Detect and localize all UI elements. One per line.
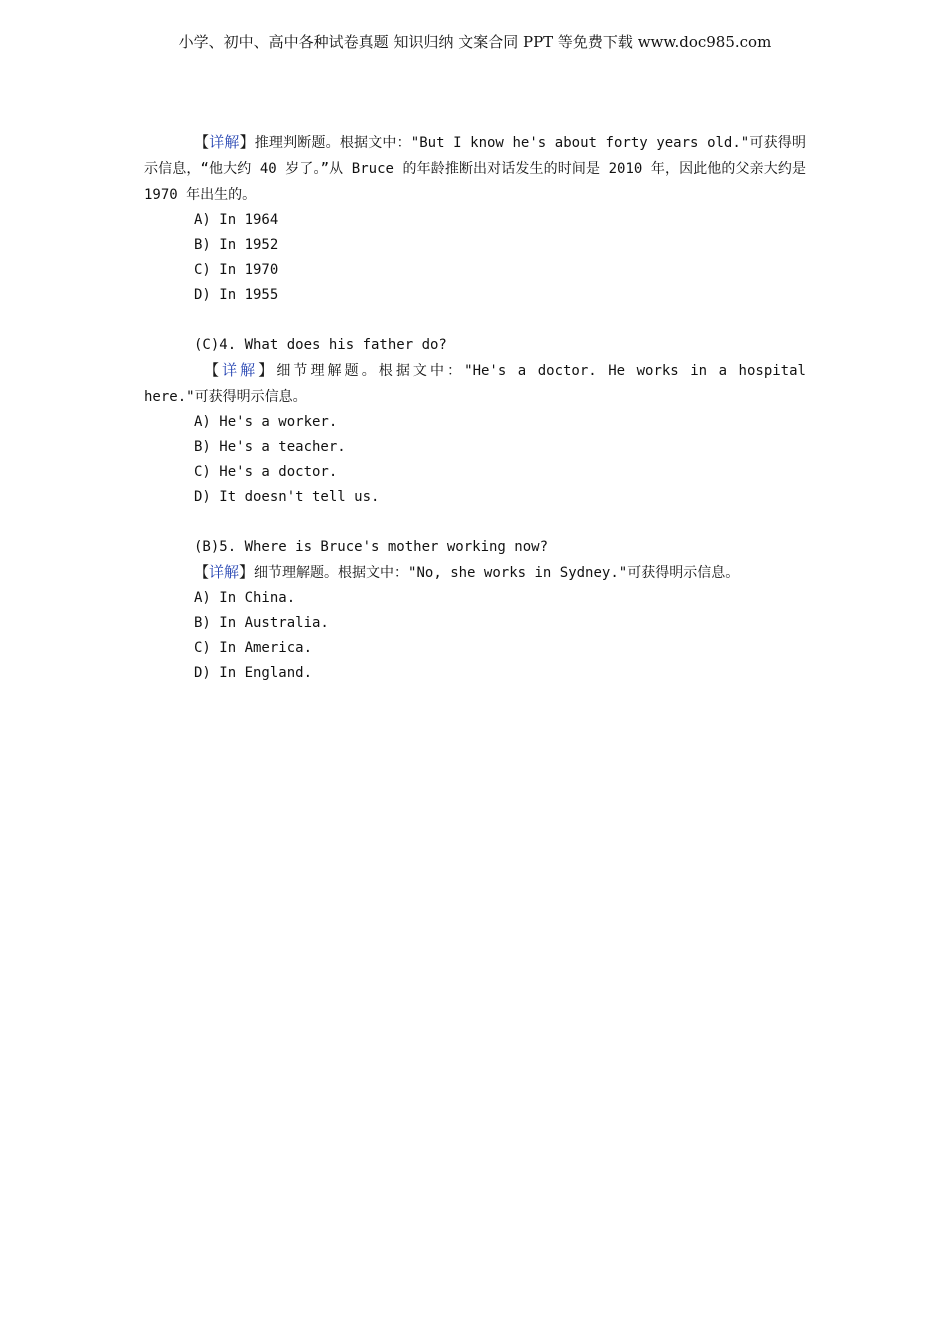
option-a: A) He's a worker. <box>194 414 338 430</box>
option-b: B) In Australia. <box>194 615 329 631</box>
explanation-label: 【详解】 <box>194 563 255 581</box>
question-5: (B)5. Where is Bruce's mother working now? <box>194 539 549 555</box>
option-c: C) He's a doctor. <box>194 464 338 480</box>
option-a: A) In 1964 <box>194 212 279 228</box>
explanation-text: 细节理解题。根据文中："No, she works in Sydney."可获得明示信息。 <box>254 565 740 581</box>
page-header: 小学、初中、高中各种试卷真题 知识归纳 文案合同 PPT 等免费下载 www.doc985.com <box>178 33 772 51</box>
explanation-text: 细节理解题。根据文中："He's a doctor. He works in a hospital here."可获得明示信息。 <box>144 363 806 405</box>
explanation-label: 【详解】 <box>194 133 255 151</box>
explanation-paragraph <box>144 130 806 208</box>
question-4: (C)4. What does his father do? <box>194 337 447 353</box>
explanation-label: 【详解】 <box>204 361 277 379</box>
explanation-paragraph <box>144 560 806 586</box>
option-a: A) In China. <box>194 590 296 606</box>
explanation-paragraph <box>144 358 806 410</box>
option-d: D) In 1955 <box>194 287 279 303</box>
option-b: B) He's a teacher. <box>194 439 346 455</box>
option-d: D) It doesn't tell us. <box>194 489 380 505</box>
option-b: B) In 1952 <box>194 237 279 253</box>
option-c: C) In 1970 <box>194 262 279 278</box>
option-c: C) In America. <box>194 640 313 656</box>
explanation-text: 推理判断题。根据文中："But I know he's about forty years old."可获得明示信息，“他大约 40 岁了。”从 Bruce 的年龄推断出对话发生的时间是 2010 年，因此他的父亲大约是 1970 年出生的。 <box>144 135 806 203</box>
option-d: D) In England. <box>194 665 313 681</box>
document-body <box>144 130 806 686</box>
